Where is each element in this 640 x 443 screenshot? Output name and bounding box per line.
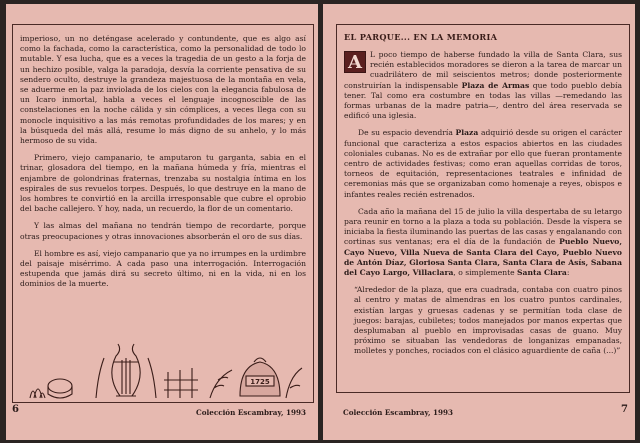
sprig-icon [210,370,232,398]
article-heading: EL PARQUE... EN LA MEMORIA [344,32,498,42]
left-paragraph-2: Primero, viejo campanario, te amputaron tu garganta, sabia en el trinar, glosadora del tiempo, en la mañana húmeda y fría, mientras el enjambre de golondrinas fraternas, trenzaba su nostalgia íntima en los espirales de sus revuelos torpes. Después, lo que destruye en la mano de los hombres te convirtió en la arcilla irresponsable que cubre el oprobio del bache callejero. Y hoy, nada, un recuerdo, la flor de un comentario. [20,153,306,214]
left-paragraph-4: El hombre es así, viejo campanario que ya no irrumpes en la urdimbre del paisaje misérrimo. A cada paso una interrogación. Interrogación estupenda que jamás dirá su secreto último, ni en la vida, ni en los dominios de la muerte. [20,248,306,289]
left-page-text [20,34,306,297]
grass-icon [30,389,45,398]
drum-icon [48,379,72,393]
bell-year: 1725 [250,378,270,386]
leaf-icon [286,368,302,398]
left-footer: Colección Escambray, 1993 [196,408,306,417]
left-page-number: 6 [12,404,19,415]
right-paragraph-2: De su espacio devendría Plaza adquirió desde su origen el carácter funcional que caracteriza a estos espacios abiertos en las ciudades coloniales cubanas. No es de extrañar por ello que fueran prontamente centro de actividades festivas; como eran aquellas corridas de toros, torneos de equitación, representaciones teatrales e infinidad de ceremonias más que se organizaban como homenaje a reyes, obispos e infantes reales recién estrenados. [344,128,622,199]
left-page [6,4,318,440]
bell-icon [240,358,280,396]
left-paragraph-3: Y las almas del mañana no tendrán tiempo de recordarte, porque otras preocupaciones y otras innovaciones absorberán el oro de sus días. [20,221,306,241]
fence-icon [164,368,198,398]
right-footer: Colección Escambray, 1993 [343,408,453,417]
quoted-passage: “Alrededor de la plaza, que era cuadrada, contaba con cuatro pinos al centro y matas de almendras en los cuatro puntos cardinales, existían largas y gruesas cadenas y se permitían toda clase de juegos: barajas, cubiletes; todos manejados por manos expertas que desplumaban al pueblo en improvisadas casas de guano. Muy próximo se situaban las vendedoras de longanizas empanadas, molletes y ponches, rociados con el clásico aguardiente de caña (...)” [354,285,622,356]
right-page-text [344,50,622,364]
left-paragraph-1: imperioso, un no deténgase acelerado y contundente, que es algo así como la fachada, como la característica, como la personalidad de todo lo mutable. Y esa lucha, que es a veces la tragedia de un gesto a la forja de un hechizo posible, valga la paradoja, desvía la corriente pensativa de su sendero oculto, destruye la grandeza majestuosa de la montaña en vela, se aduerme en la paz inviolada de los cielos con la elegancia fabulosa de un Icaro inmortal, habla a veces el lenguaje incognoscible de las constelaciones en la noche cálida y sin cómplices, a veces llega con su monocle inquisitivo a las más remotas profundidades de los mares; y en la búsqueda del más allá, resume lo más digno de su anhelo, y lo más hermoso de su vida. [20,34,306,146]
right-paragraph-1: A L poco tiempo de haberse fundado la villa de Santa Clara, sus recién establecidos moradores se dieron a la tarea de marcar un cuadrilátero de mil seiscientos metros; donde posteriormente construirían la indispensable Plaza de Armas que todo pueblo debía tener. Tal como era costumbre en todas las villas —remedando las formas urbanas de la madre patria—, dentro del área reservada se edificó una iglesia. [344,50,622,121]
dropcap-letter: A [344,51,366,73]
right-page [323,4,635,440]
lyre-icon [112,344,140,396]
right-page-number: 7 [621,404,628,415]
decorative-ornament [28,338,304,400]
right-paragraph-3: Cada año la mañana del 15 de julio la villa despertaba de su letargo para reunir en torno a la plaza a toda su población. Desde la víspera se iniciaba la fiesta iluminando las puertas de las casas y engalanando con cortinas sus ventanas; era el día de la fundación de Pueblo Nuevo, Cayo Nuevo, Villa Nueva de Santa Clara del Cayo, Pueblo Nuevo de Antón Díaz, Gloriosa Santa Clara, Santa Clara de Asís, Sabana del Cayo Largo, Villaclara, o simplemente Santa Clara: [344,206,622,278]
